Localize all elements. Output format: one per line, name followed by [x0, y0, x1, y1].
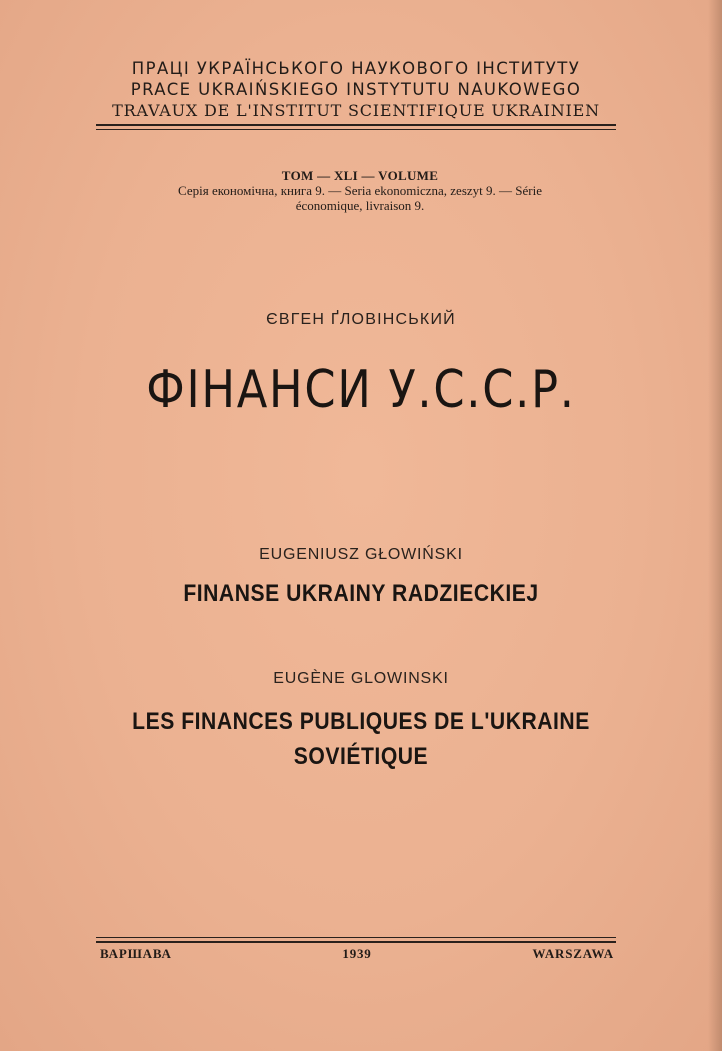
publication-year: 1939 — [342, 946, 372, 961]
series-title-ukrainian: ПРАЦІ УКРАЇНСЬКОГО НАУКОВОГО ІНСТИТУТУ — [131, 59, 581, 78]
page-edge-shadow — [708, 0, 722, 1051]
city-polish: WARSZAWA — [532, 946, 614, 961]
title-ukrainian: ФІНАНСИ У.С.С.Р. — [146, 360, 576, 420]
author-polish: EUGENIUSZ GŁOWIŃSKI — [259, 546, 463, 563]
volume-number: ТОМ — XLI — VOLUME — [281, 168, 439, 183]
footer-rule-thin — [96, 937, 616, 938]
title-french — [43, 704, 678, 774]
author-french: EUGÈNE GLOWINSKI — [273, 670, 449, 687]
header-rule-thin — [96, 129, 616, 130]
volume-series-line-2: économique, livraison 9. — [295, 198, 425, 213]
volume-info — [110, 168, 610, 213]
author-ukrainian: ЄВГЕН ҐЛОВІНСЬКИЙ — [266, 311, 456, 328]
imprint — [100, 946, 614, 966]
header-rule-thick — [96, 124, 616, 126]
footer-rule-thick — [96, 941, 616, 943]
title-french-line-2: SOVIÉTIQUE — [293, 743, 429, 770]
series-title-french: TRAVAUX DE L'INSTITUT SCIENTIFIQUE UKRAINIEN — [112, 101, 600, 120]
volume-series-line-1: Серія економічна, книга 9. — Seria ekonomiczna, zeszyt 9. — Série — [178, 183, 542, 198]
series-title-polish: PRACE UKRAIŃSKIEGO INSTYTUTU NAUKOWEGO — [130, 80, 582, 99]
title-polish: FINANSE UKRAINY RADZIECKIEJ — [183, 580, 539, 607]
title-french-line-1: LES FINANCES PUBLIQUES DE L'UKRAINE — [132, 708, 590, 735]
city-ukrainian: ВАРШАВА — [100, 946, 172, 961]
series-header — [96, 58, 616, 121]
